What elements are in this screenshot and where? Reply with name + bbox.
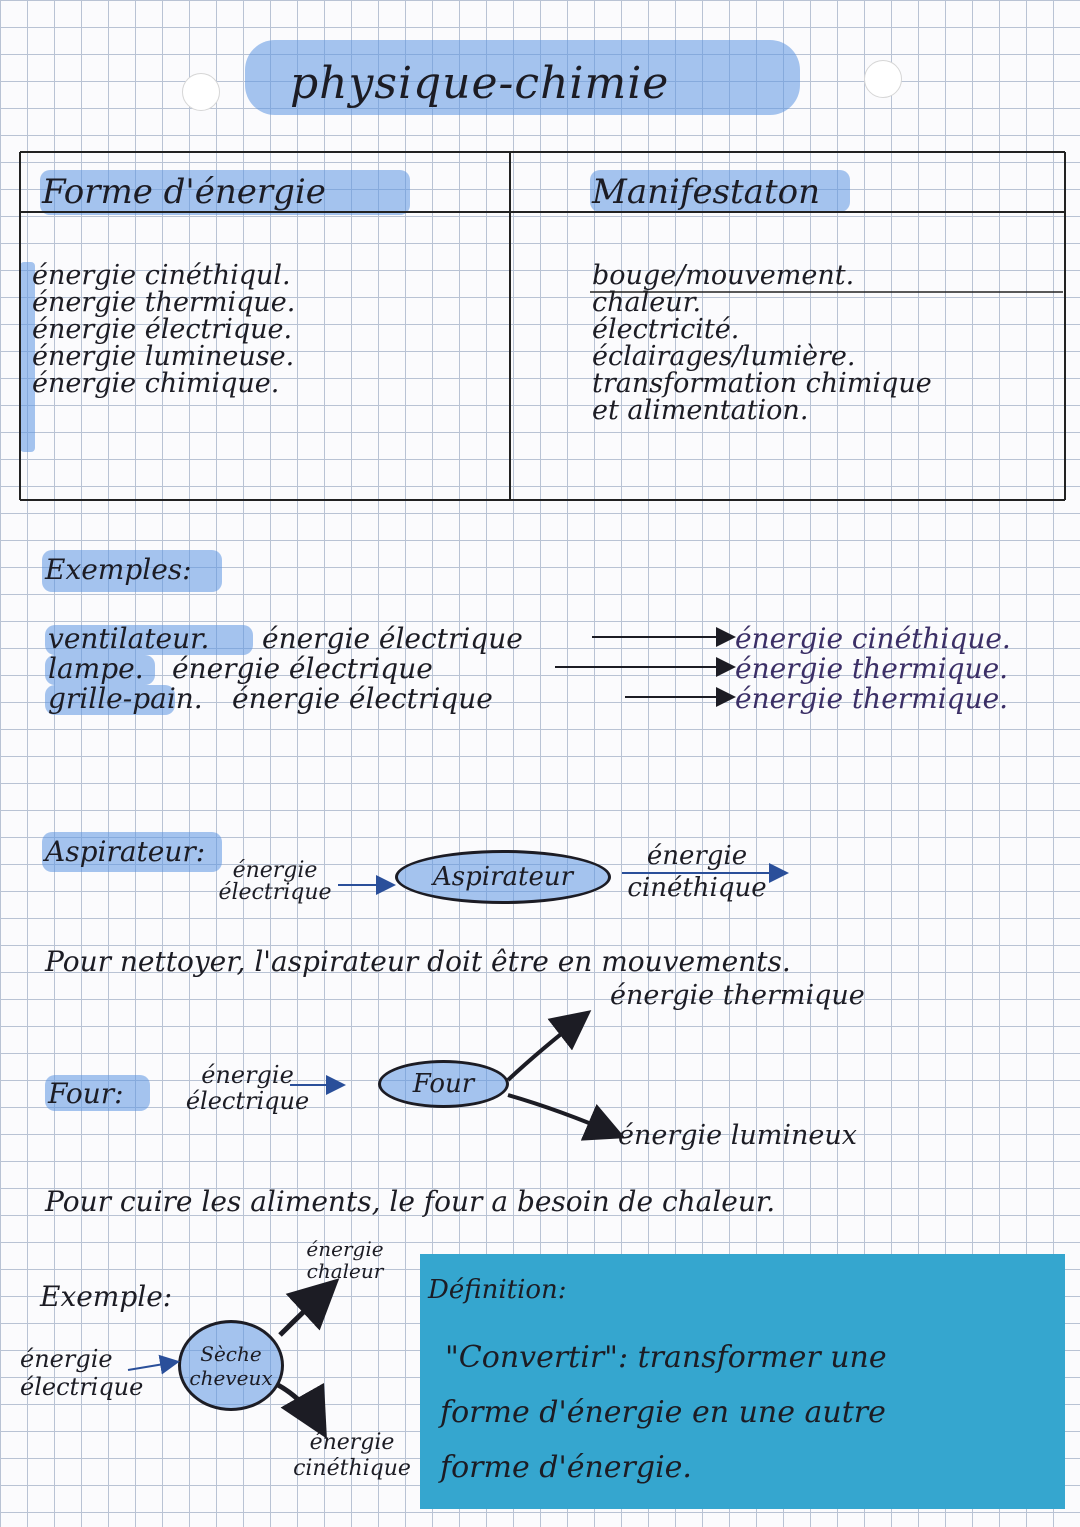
table-right-row: éclairages/lumière. — [592, 341, 856, 372]
table-right-row: transformation chimique — [592, 368, 932, 399]
four-label: Four: — [48, 1077, 124, 1110]
exemple-label-grille-pain: grille-pain. — [48, 682, 203, 715]
table-left-row: énergie lumineuse. — [32, 341, 295, 372]
table-right-row: et alimentation. — [592, 395, 809, 426]
exemple-to: énergie thermique. — [735, 682, 1009, 715]
aspirateur-label: Aspirateur: — [45, 835, 206, 868]
aspirateur-output: énergie cinéthique — [627, 841, 767, 903]
seche-output-chaleur: énergie chaleur — [306, 1237, 384, 1283]
four-note: Pour cuire les aliments, le four a besoin de chaleur. — [45, 1185, 776, 1218]
table-left-row: énergie chimique. — [32, 368, 280, 399]
definition-text-line: forme d'énergie en une autre — [440, 1395, 886, 1430]
definition-text-line: "Convertir": transformer une — [445, 1340, 887, 1375]
table-right-row: chaleur. — [592, 287, 702, 318]
seche-output-cinethique: énergie cinéthique — [293, 1430, 411, 1481]
exemple-label-lampe: lampe. — [48, 652, 144, 685]
exemple-to: énergie thermique. — [735, 652, 1009, 685]
exemples-heading: Exemples: — [45, 553, 192, 586]
arrow — [128, 1362, 176, 1370]
arrow — [508, 1015, 585, 1080]
four-output-thermique: énergie thermique — [610, 980, 865, 1011]
table-left-row: énergie cinéthiqul. — [32, 260, 291, 291]
definition-text-line: forme d'énergie. — [440, 1450, 692, 1485]
definition-heading: Définition: — [428, 1275, 567, 1305]
aspirateur-input: énergie électrique — [218, 858, 332, 905]
aspirateur-device-label: Aspirateur — [432, 862, 574, 892]
table-right-row: bouge/mouvement. — [592, 260, 855, 291]
exemple-label-ventilateur: ventilateur. — [48, 622, 210, 655]
exemple-from: énergie électrique — [232, 682, 493, 715]
seche-device-line1: Sèche — [200, 1341, 262, 1366]
page-title: physique-chimie — [290, 58, 670, 109]
table-left-row: énergie thermique. — [32, 287, 296, 318]
table-col1-header: Forme d'énergie — [42, 172, 326, 212]
exemple-from: énergie électrique — [262, 622, 523, 655]
table-right-row: électricité. — [592, 314, 740, 345]
arrow — [278, 1385, 322, 1430]
seche-label: Exemple: — [40, 1280, 173, 1313]
seche-device-line2: cheveux — [189, 1365, 273, 1390]
arrow — [508, 1095, 618, 1135]
exemple-from: énergie électrique — [172, 652, 433, 685]
four-input: énergie électrique — [185, 1061, 310, 1115]
seche-input: énergie électrique — [20, 1345, 144, 1401]
aspirateur-note: Pour nettoyer, l'aspirateur doit être en mouvements. — [45, 945, 791, 978]
arrow — [280, 1285, 332, 1335]
four-output-lumineux: énergie lumineux — [618, 1120, 857, 1151]
table-col2-header: Manifestaton — [592, 172, 820, 212]
four-device-label: Four — [412, 1069, 475, 1099]
exemple-to: énergie cinéthique. — [735, 622, 1011, 655]
table-left-row: énergie électrique. — [32, 314, 293, 345]
